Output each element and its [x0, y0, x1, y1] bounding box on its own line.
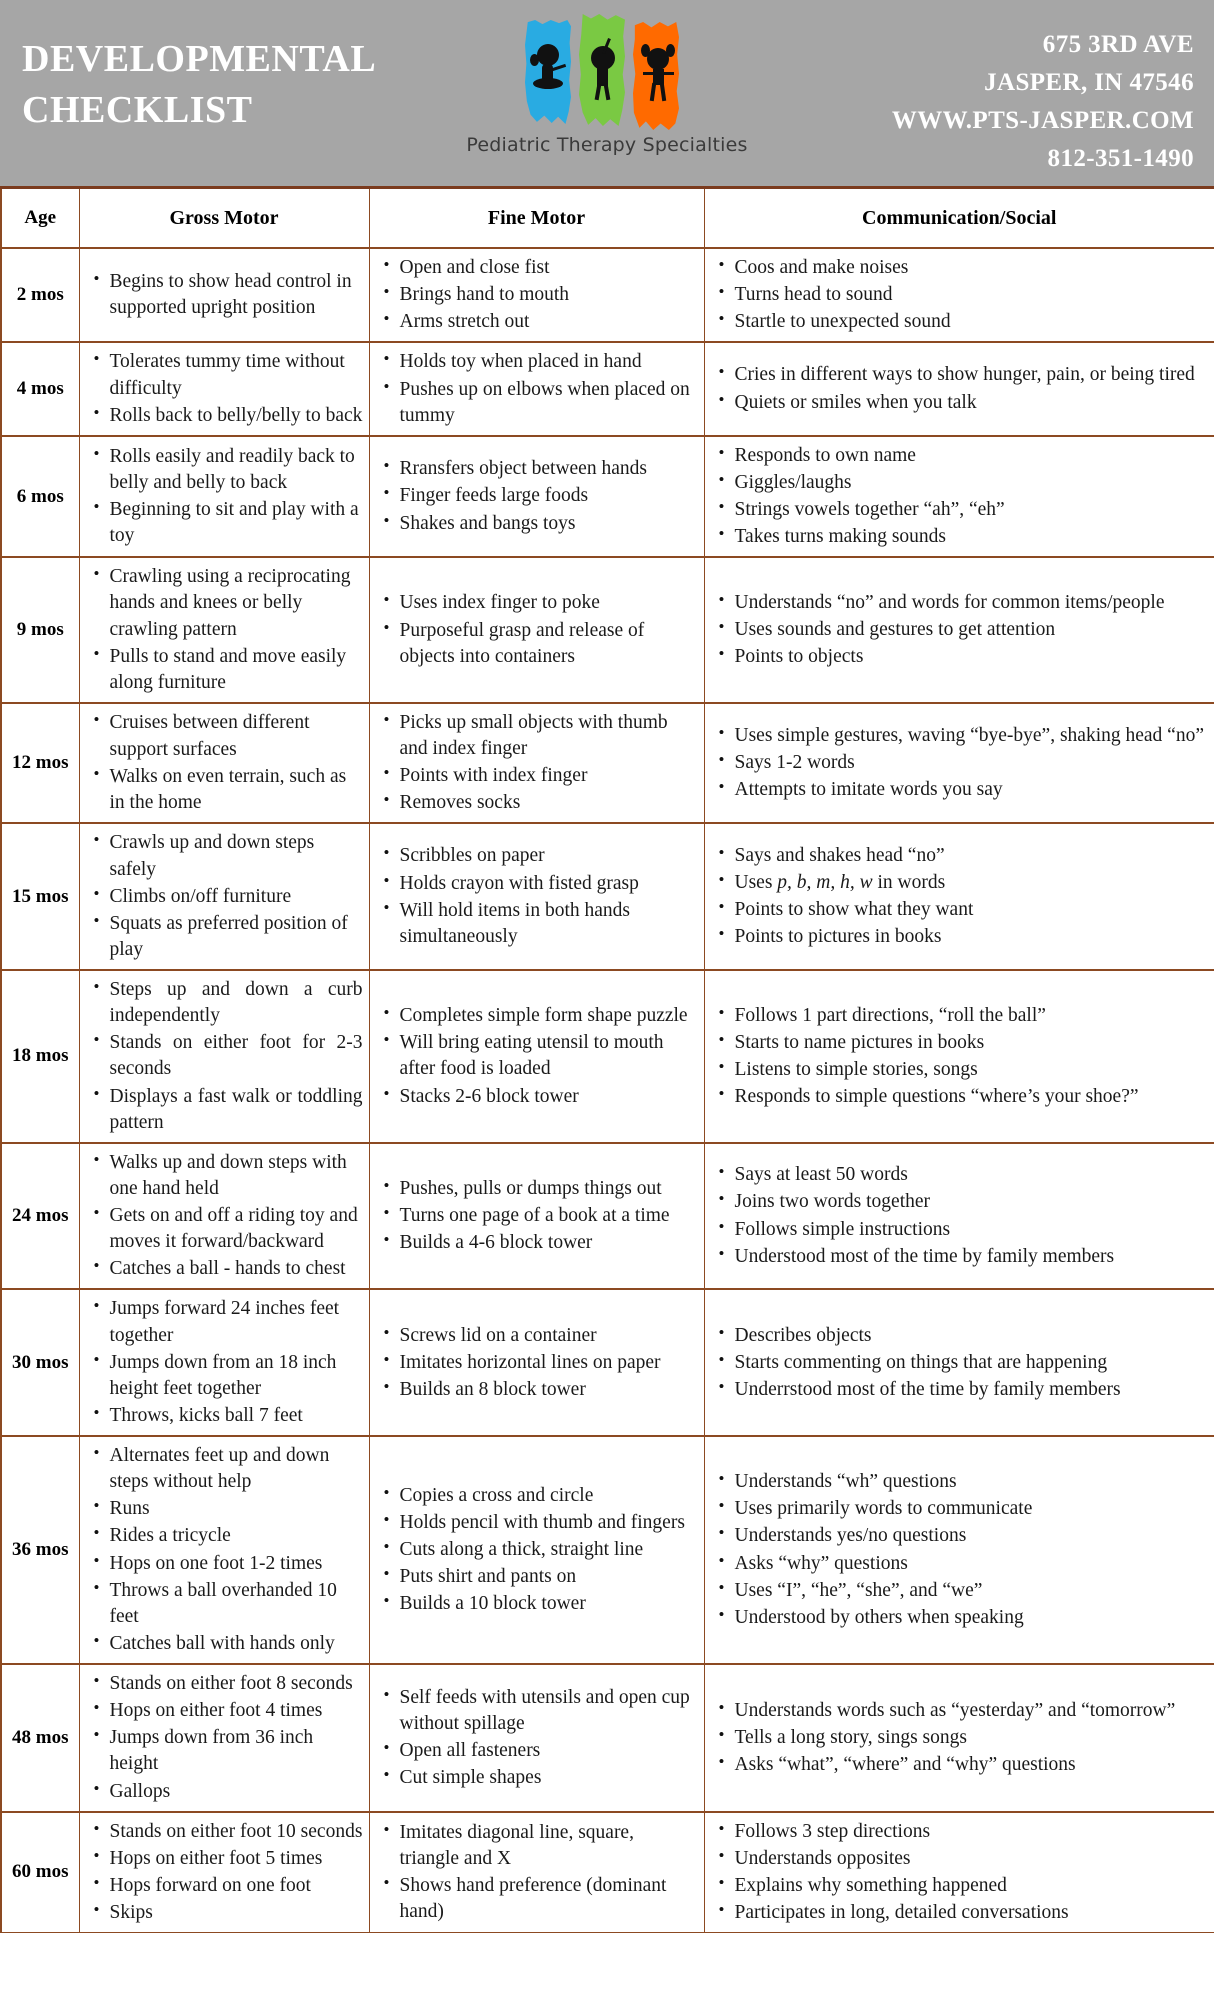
table-body	[1, 248, 1214, 1933]
milestone-item: • Understands “no” and words for common items/people	[735, 590, 1209, 616]
brand-logo	[442, 14, 772, 156]
milestone-item: • Points to pictures in books	[735, 924, 1209, 950]
age-cell: 60 mos	[1, 1812, 79, 1933]
milestone-item: • Coos and make noises	[735, 255, 1209, 281]
milestone-item: • Builds an 8 block tower	[400, 1377, 698, 1403]
gross-motor-cell	[79, 342, 369, 435]
milestone-item: • Underrstood most of the time by family members	[735, 1377, 1209, 1403]
gross-motor-cell	[79, 1143, 369, 1290]
milestone-item: • Finger feeds large foods	[400, 483, 698, 509]
page-title-line-1: DEVELOPMENTAL	[22, 38, 377, 80]
fine-motor-cell	[369, 557, 704, 703]
milestone-item: • Imitates diagonal line, square, triangle and X	[400, 1820, 698, 1872]
milestone-list	[80, 564, 369, 696]
milestone-item: • Open and close fist	[400, 255, 698, 281]
milestone-list	[370, 590, 704, 669]
milestone-item: • Self feeds with utensils and open cup without spillage	[400, 1685, 698, 1737]
milestone-item: • Uses “I”, “he”, “she”, and “we”	[735, 1578, 1209, 1604]
milestone-item: • Alternates feet up and down steps without help	[110, 1443, 363, 1495]
milestone-item: • Imitates horizontal lines on paper	[400, 1350, 698, 1376]
table-row	[1, 248, 1214, 342]
milestone-list	[80, 977, 369, 1136]
table-row	[1, 436, 1214, 558]
milestone-list	[80, 1150, 369, 1283]
communication-social-cell	[704, 703, 1214, 824]
age-cell: 12 mos	[1, 703, 79, 824]
milestone-list	[370, 1820, 704, 1926]
fine-motor-cell	[369, 436, 704, 558]
table-row	[1, 1436, 1214, 1664]
milestone-item: • Points to show what they want	[735, 897, 1209, 923]
milestone-item: • Understands “wh” questions	[735, 1469, 1209, 1495]
gross-motor-cell	[79, 703, 369, 824]
communication-social-cell	[704, 1289, 1214, 1436]
milestone-list	[705, 1819, 1214, 1927]
milestone-item: • Walks up and down steps with one hand held	[110, 1150, 363, 1202]
milestone-list	[370, 1685, 704, 1792]
milestone-item: • Holds crayon with fisted grasp	[400, 871, 698, 897]
age-cell: 2 mos	[1, 248, 79, 342]
age-cell: 30 mos	[1, 1289, 79, 1436]
milestone-item: • Will hold items in both hands simultaneously	[400, 898, 698, 950]
gross-motor-cell	[79, 557, 369, 703]
milestone-item: • Throws a ball overhanded 10 feet	[110, 1578, 363, 1630]
milestone-item: • Brings hand to mouth	[400, 282, 698, 308]
table-row	[1, 1664, 1214, 1812]
milestone-list	[80, 1296, 369, 1429]
milestone-item: • Copies a cross and circle	[400, 1483, 698, 1509]
milestone-list	[370, 349, 704, 428]
milestone-item: • Rolls easily and readily back to belly and belly to back	[110, 444, 363, 496]
fine-motor-cell	[369, 248, 704, 342]
milestone-item: • Joins two words together	[735, 1189, 1209, 1215]
milestone-item: • Understood most of the time by family members	[735, 1244, 1209, 1270]
milestone-list	[370, 843, 704, 950]
column-header-age: Age	[1, 188, 79, 249]
milestone-item: • Stands on either foot 8 seconds	[110, 1671, 363, 1697]
milestone-list	[705, 1162, 1214, 1270]
milestone-item: • Participates in long, detailed conversations	[735, 1900, 1209, 1926]
milestone-item: • Pulls to stand and move easily along furniture	[110, 644, 363, 696]
milestone-item: • Shows hand preference (dominant hand)	[400, 1873, 698, 1925]
milestone-item: • Shakes and bangs toys	[400, 511, 698, 537]
milestone-list	[370, 1003, 704, 1110]
milestone-item: • Completes simple form shape puzzle	[400, 1003, 698, 1029]
age-cell: 4 mos	[1, 342, 79, 435]
age-cell: 15 mos	[1, 823, 79, 970]
brand-name: Pediatric Therapy Specialties	[466, 134, 748, 156]
fine-motor-cell	[369, 970, 704, 1143]
milestone-list	[705, 1003, 1214, 1111]
gross-motor-cell	[79, 1664, 369, 1812]
milestone-item: • Points with index finger	[400, 763, 698, 789]
milestone-item: • Scribbles on paper	[400, 843, 698, 869]
milestone-item: • Uses sounds and gestures to get attention	[735, 617, 1209, 643]
developmental-checklist-table	[0, 186, 1214, 1933]
table-row	[1, 342, 1214, 435]
milestone-item: • Understands words such as “yesterday” and “tomorrow”	[735, 1698, 1209, 1724]
milestone-list	[370, 710, 704, 817]
communication-social-cell	[704, 1812, 1214, 1933]
milestone-list	[705, 590, 1214, 670]
milestone-item: • Displays a fast walk or toddling pattern	[110, 1084, 363, 1136]
fine-motor-cell	[369, 1143, 704, 1290]
milestone-item: • Turns head to sound	[735, 282, 1209, 308]
milestone-item: • Will bring eating utensil to mouth after food is loaded	[400, 1030, 698, 1082]
table-header-row	[1, 188, 1214, 249]
milestone-item: • Uses primarily words to communicate	[735, 1496, 1209, 1522]
gross-motor-cell	[79, 248, 369, 342]
contact-city-state-zip: JASPER, IN 47546	[984, 69, 1194, 96]
child-silhouette-blue-head-icon	[537, 44, 559, 66]
milestone-item: • Asks “why” questions	[735, 1551, 1209, 1577]
milestone-item: • Hops on one foot 1-2 times	[110, 1551, 363, 1577]
milestone-item: • Giggles/laughs	[735, 470, 1209, 496]
age-cell: 9 mos	[1, 557, 79, 703]
milestone-list	[80, 349, 369, 428]
milestone-item: • Hops on either foot 5 times	[110, 1846, 363, 1872]
milestone-list	[370, 1323, 704, 1403]
gross-motor-cell	[79, 823, 369, 970]
milestone-item: • Steps up and down a curb independently	[110, 977, 363, 1029]
fine-motor-cell	[369, 1812, 704, 1933]
milestone-list	[80, 1819, 369, 1927]
milestone-item: • Holds pencil with thumb and fingers	[400, 1510, 698, 1536]
milestone-item: • Gallops	[110, 1779, 363, 1805]
communication-social-cell	[704, 1664, 1214, 1812]
milestone-item: • Crawling using a reciprocating hands and knees or belly crawling pattern	[110, 564, 363, 642]
milestone-list	[370, 456, 704, 536]
milestone-item: • Stands on either foot 10 seconds	[110, 1819, 363, 1845]
age-cell: 6 mos	[1, 436, 79, 558]
table-row	[1, 970, 1214, 1143]
milestone-item: • Squats as preferred position of play	[110, 911, 363, 963]
communication-social-cell	[704, 248, 1214, 342]
fine-motor-cell	[369, 342, 704, 435]
milestone-item: • Arms stretch out	[400, 309, 698, 335]
table-row	[1, 557, 1214, 703]
milestone-item: • Follows 3 step directions	[735, 1819, 1209, 1845]
milestone-item: • Screws lid on a container	[400, 1323, 698, 1349]
milestone-item: • Stacks 2-6 block tower	[400, 1084, 698, 1110]
milestone-item: • Open all fasteners	[400, 1738, 698, 1764]
contact-phone[interactable]: 812-351-1490	[1047, 145, 1194, 172]
milestone-item: • Jumps down from an 18 inch height feet together	[110, 1350, 363, 1402]
milestone-list	[370, 1483, 704, 1618]
milestone-item: • Jumps forward 24 inches feet together	[110, 1296, 363, 1348]
milestone-item: • Points to objects	[735, 644, 1209, 670]
fine-motor-cell	[369, 703, 704, 824]
milestone-list	[80, 269, 369, 321]
column-header-communication-social: Communication/Social	[704, 188, 1214, 249]
milestone-item: • Turns one page of a book at a time	[400, 1203, 698, 1229]
fine-motor-cell	[369, 1289, 704, 1436]
milestone-list	[705, 843, 1214, 951]
gross-motor-cell	[79, 436, 369, 558]
column-header-gross-motor: Gross Motor	[79, 188, 369, 249]
milestone-item: • Takes turns making sounds	[735, 524, 1209, 550]
milestone-list	[705, 443, 1214, 551]
milestone-item: • Quiets or smiles when you talk	[735, 390, 1209, 416]
communication-social-cell	[704, 436, 1214, 558]
milestone-item: • Cuts along a thick, straight line	[400, 1537, 698, 1563]
age-cell: 18 mos	[1, 970, 79, 1143]
child-silhouette-orange-arms-icon	[643, 72, 674, 75]
communication-social-cell	[704, 1436, 1214, 1664]
age-cell: 48 mos	[1, 1664, 79, 1812]
milestone-item: • Uses p, b, m, h, w in words	[735, 870, 1209, 896]
milestone-item: • Puts shirt and pants on	[400, 1564, 698, 1590]
milestone-item: • Picks up small objects with thumb and index finger	[400, 710, 698, 762]
milestone-item: • Cut simple shapes	[400, 1765, 698, 1791]
communication-social-cell	[704, 557, 1214, 703]
milestone-item: • Catches ball with hands only	[110, 1631, 363, 1657]
fine-motor-cell	[369, 823, 704, 970]
page-header-banner	[0, 0, 1214, 186]
child-silhouette-orange-pigtail-right-icon	[666, 44, 675, 57]
child-silhouette-blue-pigtail-icon	[530, 54, 539, 66]
milestone-item: • Starts commenting on things that are happening	[735, 1350, 1209, 1376]
gross-motor-cell	[79, 970, 369, 1143]
milestone-item: • Skips	[110, 1900, 363, 1926]
milestone-item: • Cruises between different support surfaces	[110, 710, 363, 762]
contact-info	[892, 26, 1194, 178]
child-silhouette-blue-skirt-icon	[533, 78, 563, 89]
milestone-item: • Builds a 4-6 block tower	[400, 1230, 698, 1256]
milestone-item: • Holds toy when placed in hand	[400, 349, 698, 375]
milestone-item: • Jumps down from 36 inch height	[110, 1725, 363, 1777]
milestone-item: • Listens to simple stories, songs	[735, 1057, 1209, 1083]
milestone-item: • Hops on either foot 4 times	[110, 1698, 363, 1724]
communication-social-cell	[704, 1143, 1214, 1290]
milestone-item: • Rolls back to belly/belly to back	[110, 403, 363, 429]
milestone-item: • Responds to own name	[735, 443, 1209, 469]
milestone-list	[705, 255, 1214, 335]
milestone-item: • Rides a tricycle	[110, 1523, 363, 1549]
milestone-item: • Catches a ball - hands to chest	[110, 1256, 363, 1282]
fine-motor-cell	[369, 1664, 704, 1812]
milestone-item: • Says and shakes head “no”	[735, 843, 1209, 869]
milestone-list	[705, 1469, 1214, 1631]
table-row	[1, 1812, 1214, 1933]
milestone-item: • Hops forward on one foot	[110, 1873, 363, 1899]
milestone-item: • Begins to show head control in supported upright position	[110, 269, 363, 321]
contact-website[interactable]: WWW.PTS-JASPER.COM	[891, 107, 1194, 134]
milestone-item: • Follows simple instructions	[735, 1217, 1209, 1243]
milestone-item: • Asks “what”, “where” and “why” questions	[735, 1752, 1209, 1778]
milestone-item: • Climbs on/off furniture	[110, 884, 363, 910]
milestone-item: • Understands yes/no questions	[735, 1523, 1209, 1549]
milestone-list	[370, 255, 704, 335]
table-header	[1, 188, 1214, 249]
gross-motor-cell	[79, 1289, 369, 1436]
milestone-item: • Says 1-2 words	[735, 750, 1209, 776]
milestone-item: • Crawls up and down steps safely	[110, 830, 363, 882]
milestone-item: • Strings vowels together “ah”, “eh”	[735, 497, 1209, 523]
milestone-item: • Pushes up on elbows when placed on tummy	[400, 377, 698, 429]
milestone-item: • Attempts to imitate words you say	[735, 777, 1209, 803]
milestone-list	[80, 1671, 369, 1805]
gross-motor-cell	[79, 1436, 369, 1664]
milestone-list	[705, 1698, 1214, 1778]
age-cell: 24 mos	[1, 1143, 79, 1290]
milestone-item: • Stands on either foot for 2-3 seconds	[110, 1030, 363, 1082]
milestone-item: • Purposeful grasp and release of objects into containers	[400, 618, 698, 670]
child-silhouette-orange-pigtail-left-icon	[641, 44, 650, 57]
milestone-item: • Gets on and off a riding toy and moves it forward/backward	[110, 1203, 363, 1255]
milestone-list	[80, 1443, 369, 1657]
milestone-item: • Walks on even terrain, such as in the home	[110, 764, 363, 816]
milestone-item: • Removes socks	[400, 790, 698, 816]
milestone-item: • Follows 1 part directions, “roll the ball”	[735, 1003, 1209, 1029]
milestone-item: • Rransfers object between hands	[400, 456, 698, 482]
milestone-list	[80, 710, 369, 816]
milestone-item: • Describes objects	[735, 1323, 1209, 1349]
table-row	[1, 1289, 1214, 1436]
table-row	[1, 823, 1214, 970]
milestone-list	[80, 444, 369, 550]
milestone-item: • Pushes, pulls or dumps things out	[400, 1176, 698, 1202]
age-cell: 36 mos	[1, 1436, 79, 1664]
paint-strokes-kids-icon	[517, 14, 697, 124]
page-title	[22, 34, 442, 137]
milestone-item: • Uses simple gestures, waving “bye-bye”, shaking head “no”	[735, 723, 1209, 749]
milestone-item: • Cries in different ways to show hunger, pain, or being tired	[735, 362, 1209, 388]
milestone-item: • Understood by others when speaking	[735, 1605, 1209, 1631]
column-header-fine-motor: Fine Motor	[369, 188, 704, 249]
milestone-item: • Explains why something happened	[735, 1873, 1209, 1899]
gross-motor-cell	[79, 1812, 369, 1933]
milestone-item: • Tolerates tummy time without difficulty	[110, 349, 363, 401]
milestone-list	[705, 362, 1214, 415]
milestone-item: • Uses index finger to poke	[400, 590, 698, 616]
milestone-item: • Responds to simple questions “where’s your shoe?”	[735, 1084, 1209, 1110]
communication-social-cell	[704, 342, 1214, 435]
table-row	[1, 703, 1214, 824]
milestone-item: • Builds a 10 block tower	[400, 1591, 698, 1617]
fine-motor-cell	[369, 1436, 704, 1664]
milestone-item: • Startle to unexpected sound	[735, 309, 1209, 335]
milestone-item: • Understands opposites	[735, 1846, 1209, 1872]
milestone-item: • Runs	[110, 1496, 363, 1522]
milestone-item: • Starts to name pictures in books	[735, 1030, 1209, 1056]
contact-address: 675 3RD AVE	[1042, 31, 1194, 58]
milestone-list	[705, 723, 1214, 803]
communication-social-cell	[704, 970, 1214, 1143]
milestone-list	[370, 1176, 704, 1256]
milestone-list	[80, 830, 369, 963]
milestone-item: • Beginning to sit and play with a toy	[110, 497, 363, 549]
table-row	[1, 1143, 1214, 1290]
communication-social-cell	[704, 823, 1214, 970]
milestone-item: • Says at least 50 words	[735, 1162, 1209, 1188]
milestone-item: • Tells a long story, sings songs	[735, 1725, 1209, 1751]
milestone-list	[705, 1323, 1214, 1403]
milestone-item: • Throws, kicks ball 7 feet	[110, 1403, 363, 1429]
page-title-line-2: CHECKLIST	[22, 89, 253, 132]
